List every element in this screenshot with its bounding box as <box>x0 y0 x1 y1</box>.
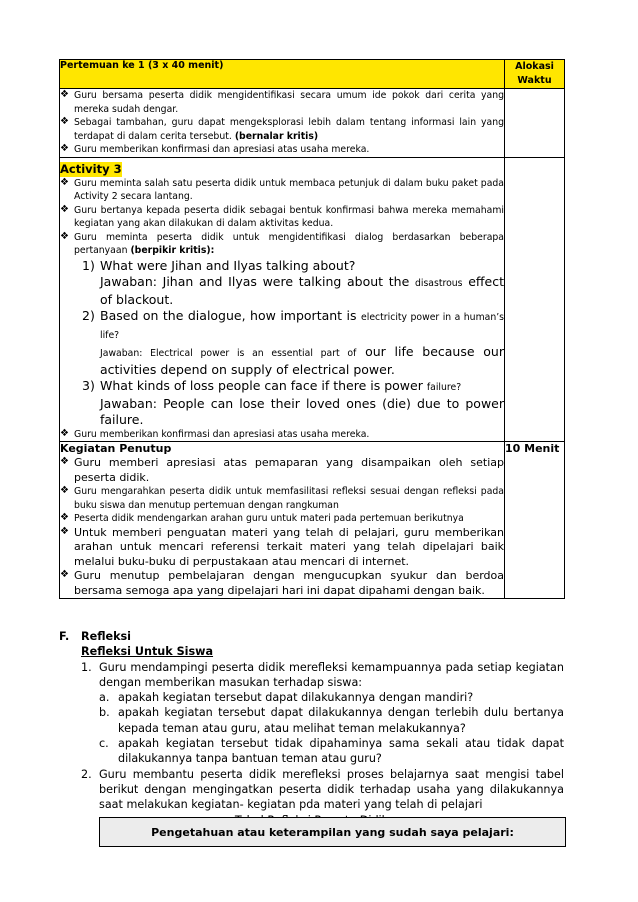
list-item: 1. Guru mendampingi peserta didik merefleksi kemampuannya pada setiap kegiatan dengan memberikan masukan terhadap siswa: <box>81 660 564 689</box>
list-item: ❖ Guru meminta salah satu peserta didik untuk membaca petunjuk di dalam buku paket pada Activity 2 secara lantang. <box>60 176 504 202</box>
section-heading: F. Refleksi <box>59 630 132 643</box>
diamond-bullet-icon: ❖ <box>60 427 69 439</box>
list-item: ❖ Guru bersama peserta didik mengidentifikasi secara umum ide pokok dari cerita yang mereka sudah dengar. <box>60 89 504 115</box>
closing-time: 10 Menit <box>505 442 565 599</box>
list-item: ❖ Guru memberi apresiasi atas pemaparan yang disampaikan oleh setiap peserta didik. <box>60 456 504 484</box>
list-item: 2. Guru membantu peserta didik merefleksi proses belajarnya saat mengisi tabel berikut dengan mengingatkan peserta didik terhadap usaha yang dilakukannya saat melakukan kegiatan- kegiatan pda materi yang telah di pelajari <box>81 767 564 812</box>
table-row <box>60 89 565 158</box>
answer-text: Jawaban: Electrical power is an essential part of our life because our activities depend on supply of electrical power. <box>100 343 504 377</box>
list-item: a. apakah kegiatan tersebut dapat dilakukannya dengan mandiri? <box>99 691 474 705</box>
list-item: b. apakah kegiatan tersebut dapat dilakukannya dengan terlebih dulu bertanya kepada teman atau guru, atau melihat teman melakukannya? <box>99 706 564 735</box>
diamond-bullet-icon: ❖ <box>60 230 69 242</box>
bold-tag: (bernalar kritis) <box>234 130 319 142</box>
question-item: 2) Based on the dialogue, how important is electricity power in a human’s life? <box>82 307 505 341</box>
list-item: ❖ Guru meminta peserta didik untuk mengidentifikasi dialog berdasarkan beberapa pertanyaan (berpikir kritis): <box>60 230 504 256</box>
diamond-bullet-icon: ❖ <box>60 569 69 580</box>
list-item: ❖ Guru mengarahkan peserta didik untuk memfasilitasi refleksi sesuai dengan refleksi pada buku siswa dan menutup pertemuan dengan rangkuman <box>60 485 504 511</box>
list-item: c. apakah kegiatan tersebut tidak dipahaminya sama sekali atau tidak dapat dilakukannya tanpa bantuan teman atau guru? <box>99 737 564 766</box>
diamond-bullet-icon: ❖ <box>60 176 69 188</box>
question-item: 1) What were Jihan and Ilyas talking about? <box>82 257 356 273</box>
activity-label: Activity 3 <box>60 161 122 176</box>
lesson-plan-table <box>59 59 565 599</box>
answer-text: Jawaban: Jihan and Ilyas were talking about the disastrous effect of blackout. <box>100 273 504 307</box>
diamond-bullet-icon: ❖ <box>60 143 69 154</box>
answer-text: Jawaban: People can lose their loved ones (die) due to power failure. <box>100 395 504 427</box>
list-item: ❖ Peserta didik mendengarkan arahan guru untuk materi pada pertemuan berikutnya <box>60 512 464 524</box>
diamond-bullet-icon: ❖ <box>60 116 69 127</box>
diamond-bullet-icon: ❖ <box>60 89 69 100</box>
refleksi-section <box>59 629 564 828</box>
question-item: 3) What kinds of loss people can face if there is power failure? <box>82 377 462 393</box>
list-item: ❖ Guru bertanya kepada peserta didik sebagai bentuk konfirmasi bahwa mereka memahami kegiatan yang akan dilakukan di dalam aktivitas kedua. <box>60 203 504 229</box>
diamond-bullet-icon: ❖ <box>60 203 69 215</box>
list-item: ❖ Sebagai tambahan, guru dapat mengeksplorasi lebih dalam tentang informasi lain yang terdapat di dalam cerita tersebut. (bernalar kritis) <box>60 116 504 142</box>
reflection-table-header: Pengetahuan atau keterampilan yang sudah saya pelajari: <box>99 817 566 847</box>
list-item: ❖ Guru menutup pembelajaran dengan mengucupkan syukur dan berdoa bersama semoga apa yang dipelajari hari ini dapat dipahami dengan baik. <box>60 569 504 597</box>
list-item: ❖ Guru memberikan konfirmasi dan apresiasi atas usaha mereka. <box>60 427 370 440</box>
bold-tag: (berpikir kritis): <box>130 245 215 256</box>
closing-title: Kegiatan Penutup <box>60 442 172 455</box>
meeting-title: Pertemuan ke 1 (3 x 40 menit) <box>60 60 505 89</box>
diamond-bullet-icon: ❖ <box>60 485 69 496</box>
diamond-bullet-icon: ❖ <box>60 512 69 523</box>
list-item: ❖ Guru memberikan konfirmasi dan apresiasi atas usaha mereka. <box>60 143 370 155</box>
diamond-bullet-icon: ❖ <box>60 456 69 467</box>
section-subheading: Refleksi Untuk Siswa <box>81 645 214 659</box>
table-row <box>60 157 565 442</box>
diamond-bullet-icon: ❖ <box>60 525 69 537</box>
list-item: ❖ Untuk memberi penguatan materi yang telah di pelajari, guru memberikan arahan untuk mencari referensi terkait materi yang telah dipelajari baik melalui buku-buku di perpustakaan atau mencari di internet. <box>60 525 504 568</box>
table-header-row <box>60 60 565 89</box>
alokasi-waktu-header: Alokasi Waktu <box>505 60 565 89</box>
table-row <box>60 442 565 599</box>
